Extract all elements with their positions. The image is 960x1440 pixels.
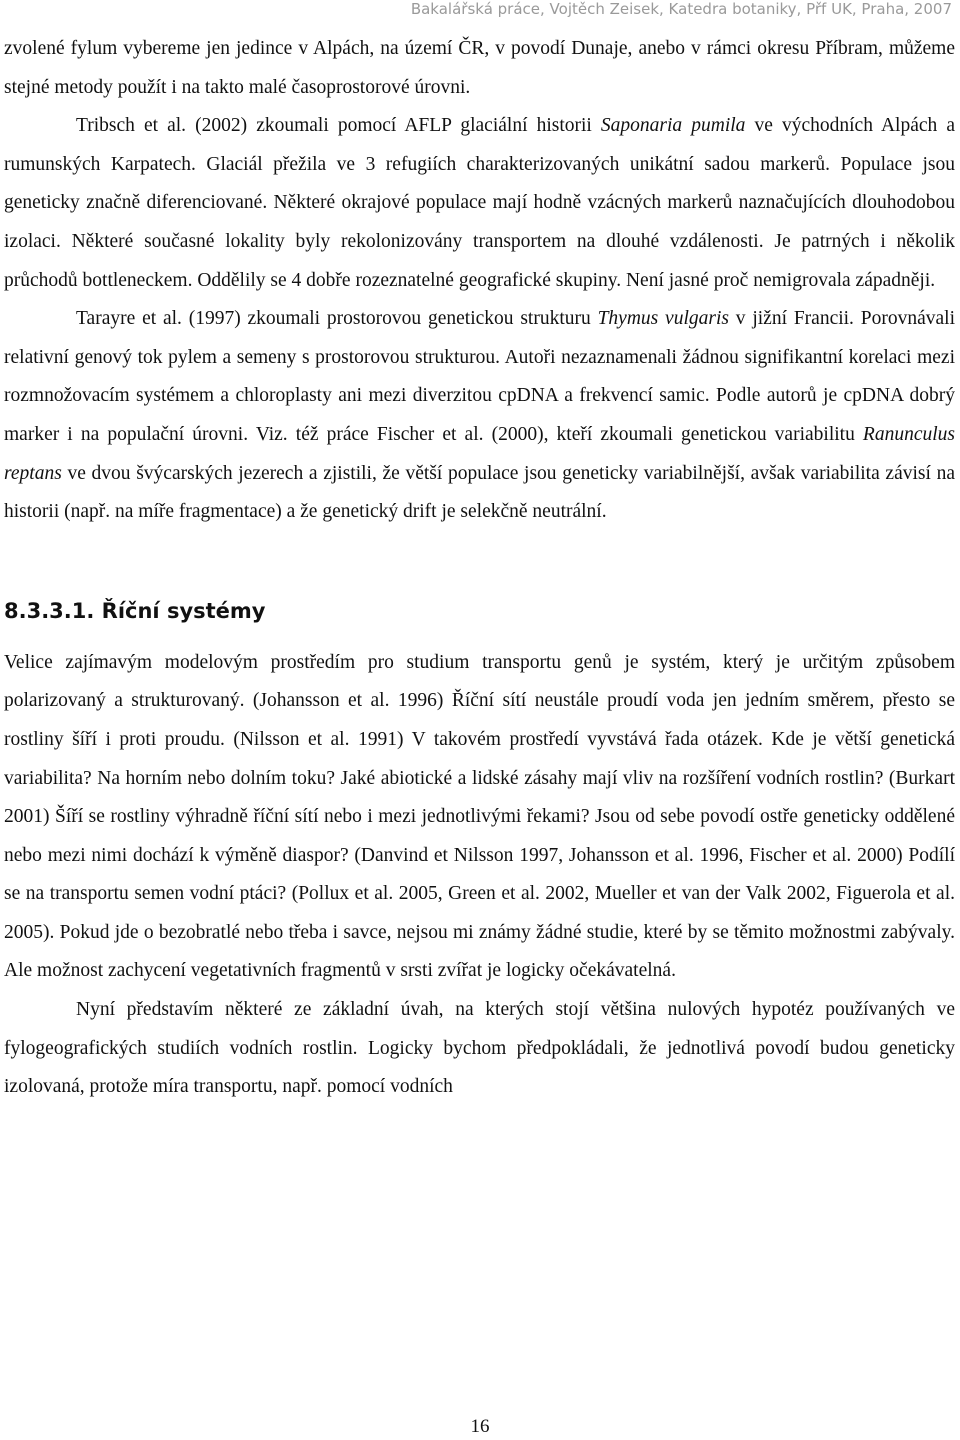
running-header: Bakalářská práce, Vojtěch Zeisek, Katedra botaniky, Přf UK, Praha, 2007 xyxy=(410,0,952,18)
paragraph-text: Tribsch et al. (2002) zkoumali pomocí AFLP glaciální historii xyxy=(76,115,601,137)
paragraph-text: Tarayre et al. (1997) zkoumali prostorovou genetickou strukturu xyxy=(76,308,598,330)
paragraph-section-intro: Velice zajímavým modelovým prostředím pro studium transportu genů je systém, který je určitým způsobem polarizovaný a strukturovaný. (Johansson et al. 1996) Říční sítí neustále proudí voda jen jedním směrem, přesto se rostliny šíří i proti proudu. (Nilsson et al. 1991) V takovém prostředí vyvstává řada otázek. Kde je větší genetická variabilita? Na horním nebo dolním toku? Jaké abiotické a lidské zásahy mají vliv na rozšíření vodních rostlin? (Burkart 2001) Šíří se rostliny výhradně říční sítí nebo i mezi jednotlivými řekami? Jsou od sebe povodí ostře geneticky oddělené nebo mezi nimi dochází k výměně diaspor? (Danvind et Nilsson 1997, Johansson et al. 1996, Fischer et al. 2000) Podílí se na transportu semen vodní ptáci? (Pollux et al. 2005, Green et al. 2002, Mueller et van der Valk 2002, Figuerola et al. 2005). Pokud jde o bezobratlé nebo třeba i savce, nejsou mi známy žádné studie, které by se těmito možnostmi zabývaly. Ale možnost zachycení vegetativních fragmentů v srsti zvířat je logicky očekávatelná. xyxy=(4,651,955,982)
paragraph-continuation: zvolené fylum vybereme jen jedince v Alpách, na území ČR, v povodí Dunaje, anebo v rámci okresu Příbram, můžeme stejné metody použít i na takto malé časoprostorové úrovni. xyxy=(4,38,955,98)
paragraph-tarayre xyxy=(4,300,955,532)
paragraph-tribsch xyxy=(4,107,955,300)
page-number: 16 xyxy=(470,1416,490,1437)
species-name: Saponaria pumila xyxy=(600,115,746,137)
section-heading: 8.3.3.1. Říční systémy xyxy=(4,598,266,623)
species-name: Thymus vulgaris xyxy=(597,308,729,330)
body-text xyxy=(4,30,955,1107)
species-name: Ranunculus reptans xyxy=(4,423,955,484)
paragraph-text: ve východních Alpách a rumunských Karpatech. Glaciál přežila ve 3 refugiích charakterizovaných unikátní sadou markerů. Populace jsou geneticky značně diferenciované. Některé okrajové populace mají hodně vzácných markerů naznačujících dlouhodobou izolaci. Některé současné lokality byly rekolonizovány transportem na dlouhé vzdálenosti. Je patrných i několik průchodů bottleneckem. Oddělily se 4 dobře rozeznatelné geografické skupiny. Není jasné proč nemigrovala západněji. xyxy=(4,115,955,291)
paragraph-hypotheses: Nyní představím některé ze základní úvah, na kterých stojí většina nulových hypotéz používaných ve fylogeografických studiích vodních rostlin. Logicky bychom předpokládali, že jednotlivá povodí budou geneticky izolovaná, protože míra transportu, např. pomocí vodních xyxy=(4,999,955,1098)
paragraph-text: ve dvou švýcarských jezerech a zjistili, že větší populace jsou geneticky variabilnější, avšak variabilita závisí na historii (např. na míře fragmentace) a že genetický drift je selekčně neutrální. xyxy=(4,462,955,523)
paragraph-text: v jižní Francii. Porovnávali relativní genový tok pylem a semeny s prostorovou strukturou. Autoři nezaznamenali žádnou signifikantní korelaci mezi rozmnožovacím systémem a chloroplasty ani mezi diverzitou cpDNA a frekvencí samic. Podle autorů je cpDNA dobrý marker i na populační úrovni. Viz. též práce Fischer et al. (2000), kteří zkoumali genetickou variabilitu xyxy=(4,308,955,445)
